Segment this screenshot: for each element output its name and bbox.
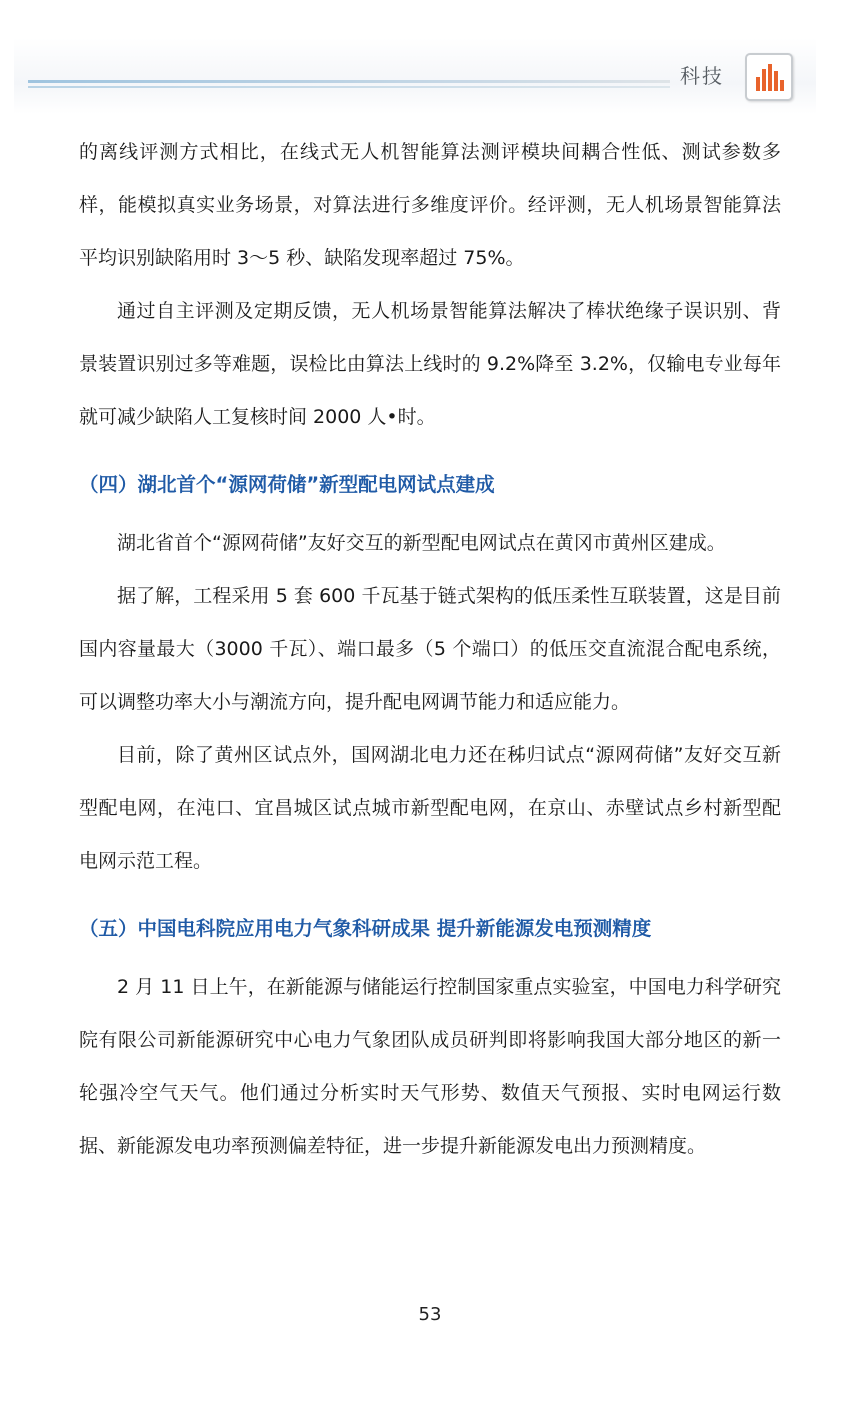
section-label: 科技	[680, 64, 724, 88]
paragraph: 通过自主评测及定期反馈，无人机场景智能算法解决了棒状绝缘子误识别、背景装置识别过多等难题，误检比由算法上线时的 9.2%降至 3.2%，仅输电专业每年就可减少缺陷人工复核时间 2000 人•时。	[79, 300, 781, 428]
paragraph: 2 月 11 日上午，在新能源与储能运行控制国家重点实验室，中国电力科学研究院有限公司新能源研究中心电力气象团队成员研判即将影响我国大部分地区的新一轮强冷空气天气。他们通过分析实时天气形势、数值天气预报、实时电网运行数据、新能源发电功率预测偏差特征，进一步提升新能源发电出力预测精度。	[79, 976, 781, 1157]
paragraph: 的离线评测方式相比，在线式无人机智能算法测评模块间耦合性低、测试参数多样，能模拟真实业务场景，对算法进行多维度评价。经评测，无人机场景智能算法平均识别缺陷用时 3～5 秒、缺陷发现率超过 75%。	[79, 141, 781, 269]
article-body	[79, 126, 781, 1173]
header-divider-secondary	[28, 86, 670, 88]
paragraph: 目前，除了黄州区试点外，国网湖北电力还在秭归试点“源网荷储”友好交互新型配电网，在沌口、宜昌城区试点城市新型配电网，在京山、赤壁试点乡村新型配电网示范工程。	[79, 744, 781, 872]
header-divider	[28, 80, 670, 83]
section-heading: （五）中国电科院应用电力气象科研成果 提升新能源发电预测精度	[79, 917, 652, 940]
paragraph: 湖北省首个“源网荷储”友好交互的新型配电网试点在黄冈市黄州区建成。	[117, 532, 726, 554]
page-number: 53	[418, 1304, 442, 1325]
bar-chart-icon	[745, 53, 793, 101]
paragraph: 据了解，工程采用 5 套 600 千瓦基于链式架构的低压柔性互联装置，这是目前国内容量最大（3000 千瓦）、端口最多（5 个端口）的低压交直流混合配电系统，可以调整功率大小与潮流方向，提升配电网调节能力和适应能力。	[79, 585, 781, 713]
section-heading: （四）湖北首个“源网荷储”新型配电网试点建成	[79, 473, 495, 496]
